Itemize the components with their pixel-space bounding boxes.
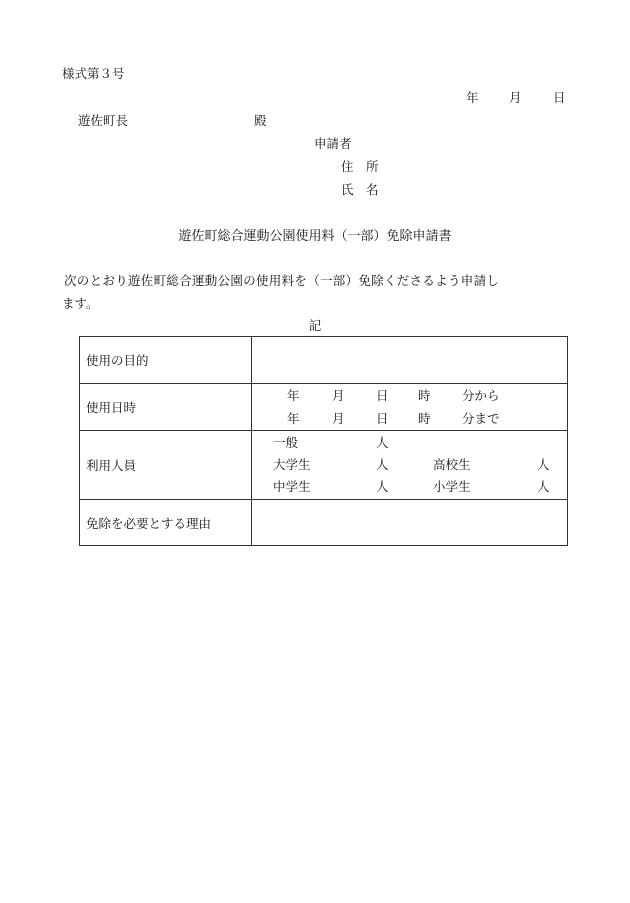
datetime-to-hour: 時: [418, 411, 431, 426]
ki-label: 記: [308, 318, 322, 333]
datetime-label: 使用日時: [80, 384, 252, 431]
datetime-to-suffix: 分まで: [462, 411, 500, 426]
users-highschool-label: 高校生: [433, 457, 471, 472]
reason-row: [80, 500, 568, 546]
datetime-to-month: 月: [332, 411, 345, 426]
users-middle-unit: 人: [376, 479, 389, 494]
users-highschool-unit: 人: [537, 457, 550, 472]
users-university-unit: 人: [376, 457, 389, 472]
datetime-to-year: 年: [287, 411, 300, 426]
datetime-from-hour: 時: [418, 388, 431, 403]
reason-label: 免除を必要とする理由: [80, 500, 252, 546]
purpose-field[interactable]: [252, 337, 568, 384]
document-title: 遊佐町総合運動公園使用料（一部）免除申請書: [178, 229, 452, 244]
users-row: [80, 431, 568, 500]
applicant-address-label: 住 所: [341, 159, 379, 174]
users-general-unit: 人: [376, 435, 389, 450]
users-elementary-label: 小学生: [433, 479, 471, 494]
addressee-name: 遊佐町長: [78, 113, 129, 128]
datetime-from-suffix: 分から: [462, 388, 500, 403]
body-text-line1: 次のとおり遊佐町総合運動公園の使用料を（一部）免除くださるよう申請し: [64, 273, 500, 288]
datetime-from-day: 日: [376, 388, 389, 403]
date-day-label: 日: [553, 90, 566, 105]
date-month-label: 月: [509, 90, 522, 105]
users-field[interactable]: [252, 431, 568, 500]
body-text-line2: ます。: [62, 296, 99, 311]
form-number: 様式第３号: [62, 66, 125, 81]
datetime-from-month: 月: [332, 388, 345, 403]
datetime-to-day: 日: [376, 411, 389, 426]
datetime-from-year: 年: [287, 388, 300, 403]
applicant-label: 申請者: [314, 136, 352, 151]
purpose-label: 使用の目的: [80, 337, 252, 384]
users-elementary-unit: 人: [537, 479, 550, 494]
application-table: [79, 336, 568, 546]
users-middle-label: 中学生: [273, 479, 311, 494]
date-year-label: 年: [466, 90, 479, 105]
users-label: 利用人員: [80, 431, 252, 500]
applicant-name-label: 氏 名: [341, 182, 379, 197]
purpose-row: [80, 337, 568, 384]
datetime-row: [80, 384, 568, 431]
users-university-label: 大学生: [273, 457, 311, 472]
reason-field[interactable]: [252, 500, 568, 546]
addressee-honorific: 殿: [254, 113, 267, 128]
datetime-field[interactable]: [252, 384, 568, 431]
users-general-label: 一般: [273, 435, 299, 450]
